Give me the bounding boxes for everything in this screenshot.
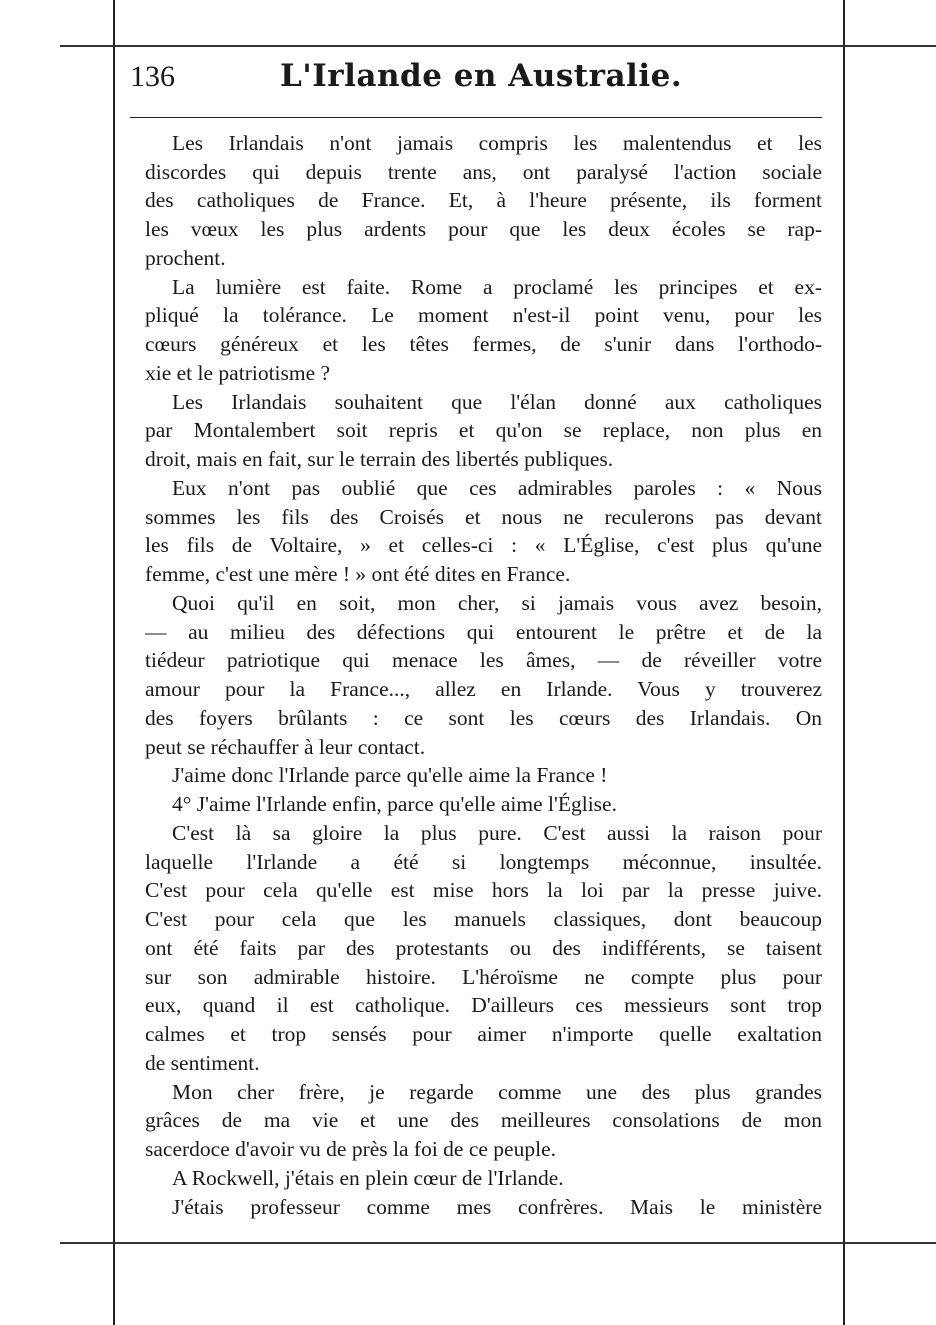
text-line: laquelle l'Irlande a été si longtemps méconnue, insultée. <box>145 850 822 874</box>
text-line: sacerdoce d'avoir vu de près la foi de ce peuple. <box>145 1137 556 1161</box>
text-line: C'est pour cela qu'elle est mise hors la loi par la presse juive. <box>145 878 822 902</box>
text-line: — au milieu des défections qui entourent le prêtre et de la <box>145 620 822 644</box>
running-title: L'Irlande en Australie. <box>280 58 683 94</box>
text-line: Les Irlandais souhaitent que l'élan donné aux catholiques <box>172 390 822 414</box>
text-line: droit, mais en fait, sur le terrain des libertés publiques. <box>145 447 614 471</box>
text-line: prochent. <box>145 246 226 270</box>
text-line: peut se réchauffer à leur contact. <box>145 735 426 759</box>
text-line: Quoi qu'il en soit, mon cher, si jamais vous avez besoin, <box>172 591 822 615</box>
text-line: J'étais professeur comme mes confrères. Mais le ministère <box>172 1195 822 1219</box>
text-line: A Rockwell, j'étais en plein cœur de l'Irlande. <box>172 1166 564 1190</box>
text-line: Eux n'ont pas oublié que ces admirables paroles : « Nous <box>172 476 822 500</box>
header-rule <box>130 117 822 118</box>
text-line: eux, quand il est catholique. D'ailleurs ces messieurs sont trop <box>145 993 822 1017</box>
text-line: 4° J'aime l'Irlande enfin, parce qu'elle aime l'Église. <box>172 792 617 816</box>
text-line: sur son admirable histoire. L'héroïsme ne compte plus pour <box>145 965 822 989</box>
text-line: C'est pour cela que les manuels classiques, dont beaucoup <box>145 907 822 931</box>
text-line: des foyers brûlants : ce sont les cœurs des Irlandais. On <box>145 706 822 730</box>
scan-border-bottom <box>60 1242 936 1244</box>
text-line: discordes qui depuis trente ans, ont paralysé l'action sociale <box>145 160 822 184</box>
text-line: xie et le patriotisme ? <box>145 361 331 385</box>
scan-border-left <box>113 0 115 1325</box>
text-line: La lumière est faite. Rome a proclamé les principes et ex- <box>172 275 822 299</box>
text-line: les vœux les plus ardents pour que les deux écoles se rap- <box>145 217 822 241</box>
text-line: les fils de Voltaire, » et celles-ci : « L'Église, c'est plus qu'une <box>145 533 822 557</box>
text-line: ont été faits par des protestants ou des indifférents, se taisent <box>145 936 822 960</box>
text-line: Les Irlandais n'ont jamais compris les malentendus et les <box>172 131 822 155</box>
scan-border-top <box>60 45 936 47</box>
text-line: cœurs généreux et les têtes fermes, de s'unir dans l'orthodo- <box>145 332 822 356</box>
text-line: calmes et trop sensés pour aimer n'importe quelle exaltation <box>145 1022 822 1046</box>
text-line: sommes les fils des Croisés et nous ne reculerons pas devant <box>145 505 822 529</box>
text-line: pliqué la tolérance. Le moment n'est-il point venu, pour les <box>145 303 822 327</box>
text-line: de sentiment. <box>145 1051 260 1075</box>
text-line: Mon cher frère, je regarde comme une des plus grandes <box>172 1080 822 1104</box>
text-line: C'est là sa gloire la plus pure. C'est aussi la raison pour <box>172 821 822 845</box>
text-line: des catholiques de France. Et, à l'heure présente, ils forment <box>145 188 822 212</box>
text-line: femme, c'est une mère ! » ont été dites en France. <box>145 562 571 586</box>
text-line: amour pour la France..., allez en Irlande. Vous y trouverez <box>145 677 822 701</box>
page-number: 136 <box>130 60 175 93</box>
text-line: par Montalembert soit repris et qu'on se replace, non plus en <box>145 418 822 442</box>
text-line: grâces de ma vie et une des meilleures consolations de mon <box>145 1108 822 1132</box>
scan-border-right <box>843 0 845 1325</box>
text-line: tiédeur patriotique qui menace les âmes, — de réveiller votre <box>145 648 822 672</box>
text-line: J'aime donc l'Irlande parce qu'elle aime la France ! <box>172 763 608 787</box>
